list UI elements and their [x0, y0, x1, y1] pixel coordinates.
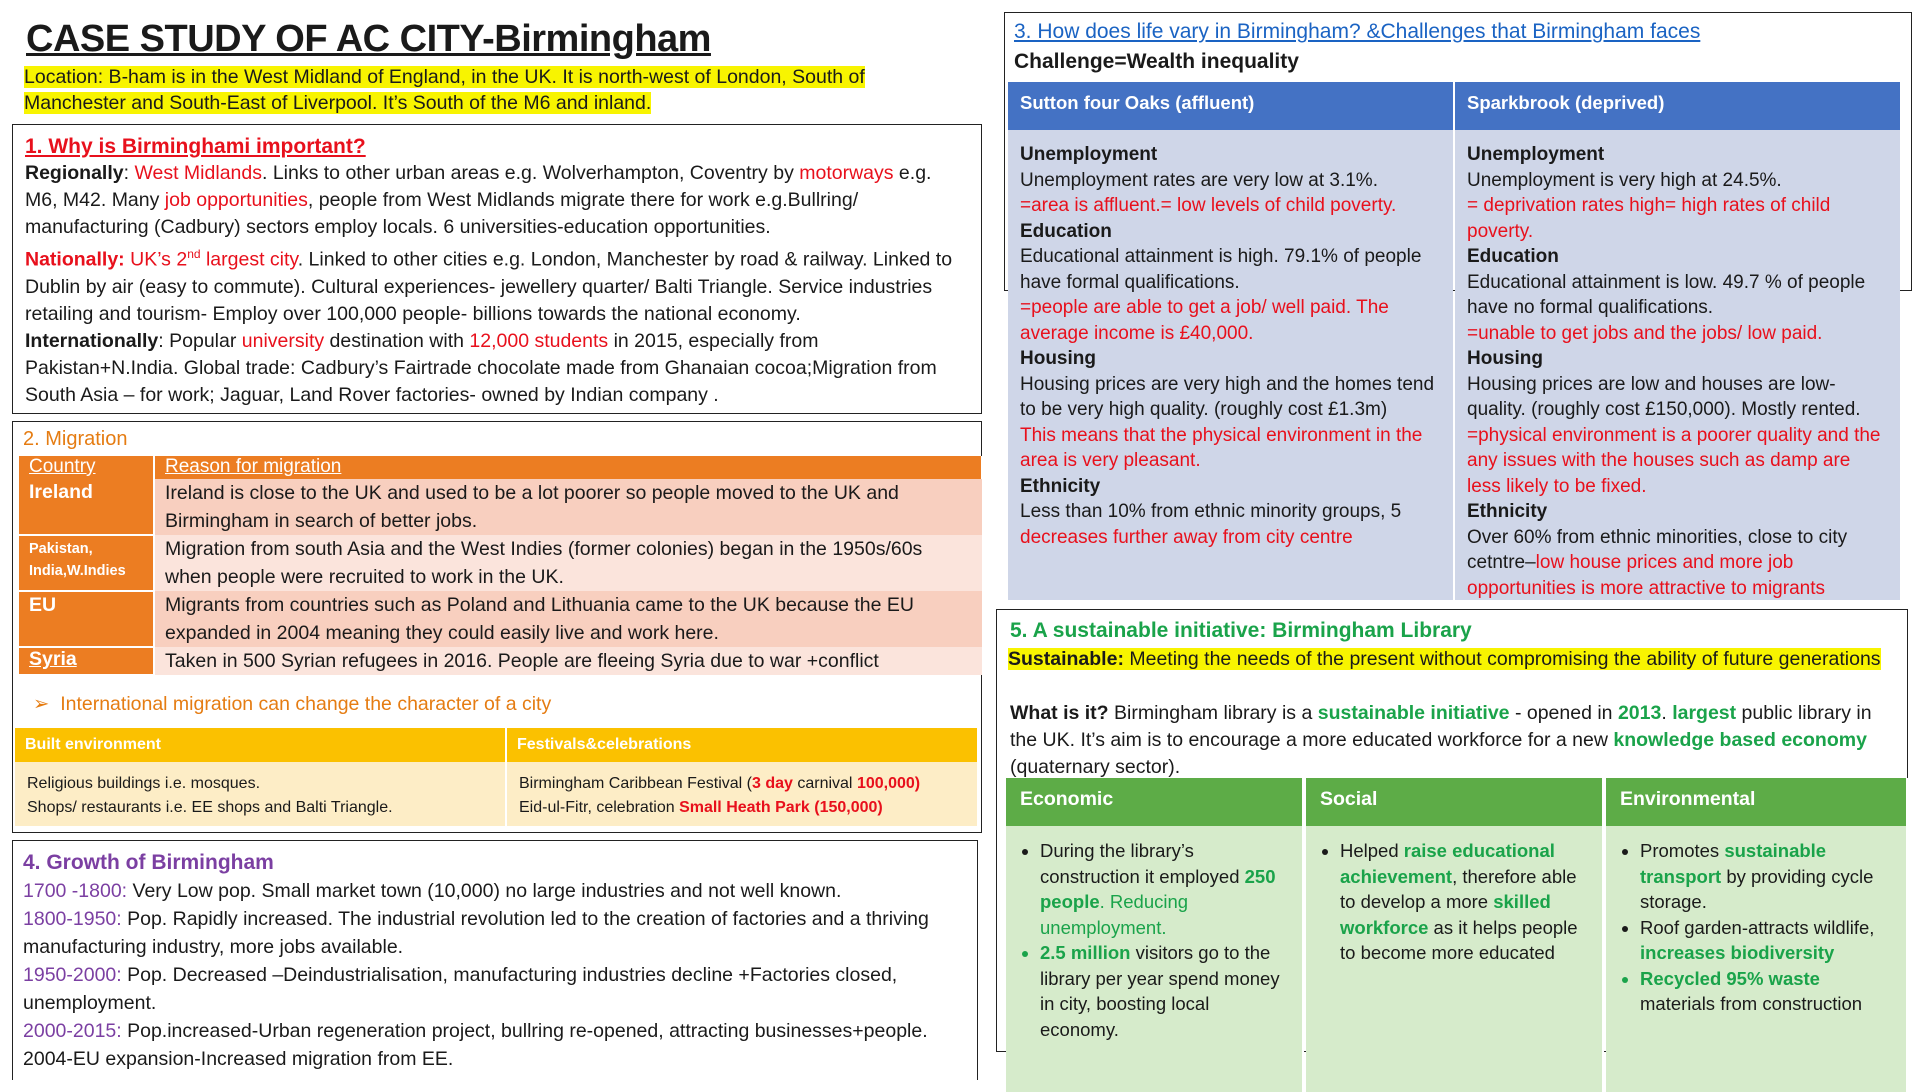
growth-section: [12, 840, 978, 1080]
built-environment-cell: Religious buildings i.e. mosques. Shops/ restaurants i.e. EE shops and Balti Triangle.: [15, 762, 506, 826]
list-item: • 2.5 million visitors go to the library per year spend money in city, boosting local economy.: [1040, 940, 1290, 1042]
economic-body: [1006, 826, 1304, 1092]
built-environment-header: Built environment: [15, 728, 506, 762]
economic-column: [1006, 778, 1304, 1092]
life-heading: 3. How does life vary in Birmingham? &Challenges that Birmingham faces: [1014, 20, 1701, 43]
country-cell: Syria: [19, 647, 154, 675]
economic-header: Economic: [1006, 778, 1304, 826]
reason-cell: Ireland is close to the UK and used to be a lot poorer so people moved to the UK and Birmingham in search of better jobs.: [154, 479, 982, 535]
affluent-header: Sutton four Oaks (affluent): [1008, 82, 1453, 130]
social-header: Social: [1306, 778, 1604, 826]
list-item: • Helped raise educational achievement, therefore able to develop a more skilled workforce as it helps people to become more educated: [1340, 838, 1590, 966]
what-is-it-paragraph: What is it? Birmingham library is a sustainable initiative - opened in 2013. largest public library in the UK. It’s aim is to encourage a more educated workforce for a new knowledge based economy (quaternary sector).: [1010, 702, 1872, 778]
table-row: [19, 591, 982, 647]
environmental-column: [1606, 778, 1908, 1092]
country-column-header: Country: [19, 456, 154, 479]
environmental-body: [1606, 826, 1908, 1092]
growth-item: 1800-1950: Pop. Rapidly increased. The industrial revolution led to the creation of factories and a thriving manufacturing industry, more jobs available.: [23, 908, 929, 958]
migration-heading: 2. Migration: [23, 428, 128, 450]
environmental-header: Environmental: [1606, 778, 1908, 826]
importance-heading: 1. Why is Birminghami important?: [25, 135, 366, 158]
list-item: • Roof garden-attracts wildlife, increases biodiversity: [1640, 915, 1894, 966]
reason-column-header: Reason for migration: [154, 456, 982, 479]
affluent-column: [1008, 82, 1453, 600]
country-cell: Pakistan, India,W.Indies: [19, 535, 154, 591]
national-paragraph: Nationally: UK’s 2nd largest city. Linked to other cities e.g. London, Manchester by road & railway. Linked to Dublin by air (easy to commute). Cultural experiences- jewellery quarter/ Balti Triangle. Service industries retailing and tourism- Employ over 100,000 people- billions towards the national economy.: [25, 247, 953, 325]
country-cell: Ireland: [19, 479, 154, 535]
page-title: CASE STUDY OF AC CITY-Birmingham: [26, 18, 711, 60]
international-paragraph: Internationally: Popular university destination with 12,000 students in 2015, especially from Pakistan+N.India. Global trade: Cadbury’s Fairtrade chocolate made from Ghanaian cocoa;Migration from South Asia – for work; Jaguar, Land Rover factories- owned by Indian company .: [25, 329, 937, 406]
social-column: [1306, 778, 1604, 1092]
growth-item: 2000-2015: Pop.increased-Urban regeneration project, bullring re-opened, attracting businesses+people. 2004-EU expansion-Increased migration from EE.: [23, 1020, 928, 1070]
intl-migration-note: ➢ International migration can change the character of a city: [33, 693, 552, 715]
affluent-body: Unemployment Unemployment rates are very low at 3.1%. =area is affluent.= low levels of child poverty. Education Educational attainment is high. 79.1% of people have formal qualifications. =people are able to get a job/ well paid. The average income is £40,000. Housing Housing prices are very high and the homes tend to be very high quality. (roughly cost £1.3m) This means that the physical environment in the area is very pleasant. Ethnicity Less than 10% from ethnic minority groups, 5 decreases further away from city centre: [1008, 130, 1453, 600]
migration-section: [12, 421, 982, 833]
growth-item: 1700 -1800: Very Low pop. Small market town (10,000) no large industries and not well known.: [23, 880, 842, 902]
table-row: [19, 479, 982, 535]
importance-section: [12, 124, 982, 414]
reason-cell: Taken in 500 Syrian refugees in 2016. People are fleeing Syria due to war +conflict: [154, 647, 982, 675]
social-body: [1306, 826, 1604, 1092]
growth-heading: 4. Growth of Birmingham: [23, 851, 274, 874]
deprived-body: Unemployment Unemployment is very high at 24.5%. = deprivation rates high= high rates of child poverty. Education Educational attainment is low. 49.7 % of people have no formal qualifications. =unable to get jobs and the jobs/ low paid. Housing Housing prices are low and houses are low-quality. (roughly cost £150,000). Mostly rented. =physical environment is a poorer quality and the any issues with the houses such as damp are less likely to be fixed. Ethnicity Over 60% from ethnic minorities, close to city cetntre–low house prices and more job opportunities is more attractive to migrants: [1455, 130, 1900, 600]
list-item: • Recycled 95% waste materials from construction: [1640, 966, 1894, 1017]
table-row: [19, 535, 982, 591]
deprived-column: [1455, 82, 1900, 600]
growth-item: 1950-2000: Pop. Decreased –Deindustrialisation, manufacturing industries decline +Factories closed, unemployment.: [23, 964, 898, 1014]
country-cell: EU: [19, 591, 154, 647]
reason-cell: Migration from south Asia and the West Indies (former colonies) began in the 1950s/60s when people were recruited to work in the UK.: [154, 535, 982, 591]
table-row: [19, 647, 982, 675]
deprived-header: Sparkbrook (deprived): [1455, 82, 1900, 130]
character-table: [15, 728, 979, 826]
festivals-header: Festivals&celebrations: [506, 728, 978, 762]
arrow-bullet-icon: ➢: [33, 693, 50, 715]
challenge-text: Challenge=Wealth inequality: [1014, 50, 1299, 73]
sustainable-heading: 5. A sustainable initiative: Birmingham Library: [1010, 619, 1472, 642]
regional-paragraph: Regionally: West Midlands. Links to other urban areas e.g. Wolverhampton, Coventry by motorways e.g. M6, M42. Many job opportunities, people from West Midlands migrate there for work e.g.Bullring/ manufacturing (Cadbury) sectors employ locals. 6 universities-education opportunities.: [25, 162, 932, 238]
migration-table: [19, 456, 983, 676]
list-item: • Promotes sustainable transport by providing cycle storage.: [1640, 838, 1894, 915]
festivals-cell: Birmingham Caribbean Festival (3 day carnival 100,000) Eid-ul-Fitr, celebration Small Heath Park (150,000): [506, 762, 978, 826]
reason-cell: Migrants from countries such as Poland and Lithuania came to the UK because the EU expanded in 2004 meaning they could easily live and work here.: [154, 591, 982, 647]
sustainable-definition: Sustainable: Meeting the needs of the present without compromising the ability of future generations: [1008, 648, 1881, 670]
list-item: • During the library’s construction it employed 250 people. Reducing unemployment.: [1040, 838, 1290, 940]
location-text: Location: B-ham is in the West Midland of England, in the UK. It is north-west of London, South of Manchester and South-East of Liverpool. It’s South of the M6 and inland.: [24, 66, 865, 114]
